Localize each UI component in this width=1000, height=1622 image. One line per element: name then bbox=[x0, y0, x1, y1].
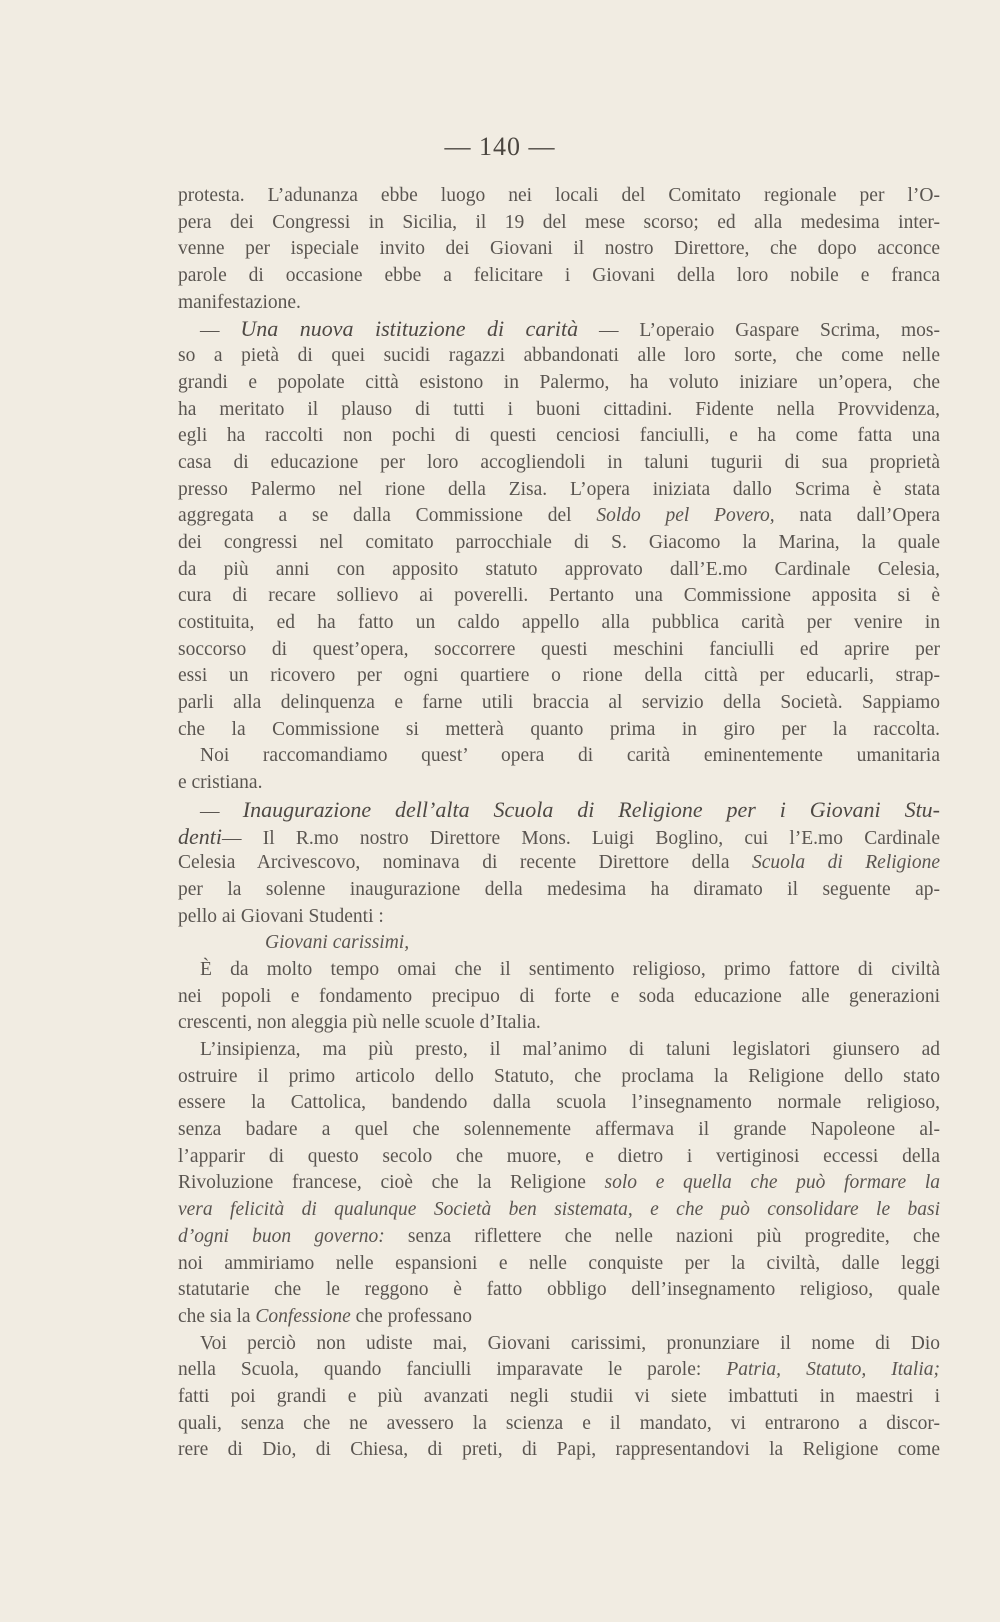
text-line bbox=[178, 663, 940, 690]
text-segment: — Il R.mo nostro Direttore Mons. Luigi Boglino, cui l’E.mo Cardinale bbox=[222, 827, 940, 849]
text-segment: Scuola di Religione bbox=[752, 852, 940, 874]
text-line bbox=[178, 984, 940, 1011]
text-line bbox=[178, 263, 940, 290]
text-line bbox=[178, 877, 940, 904]
text-line bbox=[178, 210, 940, 237]
text-line bbox=[178, 637, 940, 664]
text-segment: ha meritato il plauso di tutti i buoni cittadini. Fidente nella Provvidenza, bbox=[178, 398, 940, 420]
text-line bbox=[178, 743, 940, 770]
page-number: — 140 — bbox=[444, 132, 556, 161]
text-segment: Voi perciò non udiste mai, Giovani carissimi, pronunziare il nome di Dio bbox=[200, 1332, 940, 1354]
text-segment: casa di educazione per loro accogliendoli in taluni tugurii di sua proprietà bbox=[178, 451, 940, 473]
text-line bbox=[178, 1304, 940, 1331]
text-segment: solo e quella che può formare la bbox=[604, 1172, 940, 1194]
text-line bbox=[178, 690, 940, 717]
text-segment: che professano bbox=[350, 1305, 473, 1327]
text-line bbox=[178, 530, 940, 557]
text-column bbox=[178, 183, 940, 1464]
text-line bbox=[178, 1411, 940, 1438]
text-line bbox=[178, 1117, 940, 1144]
text-segment: nella Scuola, quando fanciulli imparavate le parole: bbox=[178, 1359, 727, 1381]
text-segment: e cristiana. bbox=[178, 772, 263, 794]
text-line bbox=[178, 290, 940, 317]
text-segment: — L’operaio Gaspare Scrima, mos- bbox=[578, 320, 940, 342]
text-line bbox=[178, 1064, 940, 1091]
text-segment: denti bbox=[178, 823, 222, 849]
text-line bbox=[178, 316, 940, 343]
text-segment: da più anni con apposito statuto approvato dall’E.mo Cardinale Celesia, bbox=[178, 558, 940, 580]
text-line bbox=[178, 1197, 940, 1224]
text-segment: essi un ricovero per ogni quartiere o rione della città per educarli, strap- bbox=[178, 665, 940, 687]
text-line bbox=[178, 904, 940, 931]
text-line bbox=[178, 930, 940, 957]
text-segment: presso Palermo nel rione della Zisa. L’opera iniziata dallo Scrima è stata bbox=[178, 478, 940, 500]
text-line bbox=[178, 1251, 940, 1278]
text-segment: Soldo pel Povero, bbox=[596, 505, 775, 527]
text-segment: quali, senza che ne avessero la scienza e il mandato, vi entrarono a discor- bbox=[178, 1412, 940, 1434]
text-segment: ostruire il primo articolo dello Statuto, che proclama la Religione dello stato bbox=[178, 1065, 940, 1087]
text-segment: Inaugurazione dell’alta Scuola di Religione per i Giovani Stu- bbox=[242, 796, 940, 822]
text-segment: vera felicità di qualunque Società ben sistemata, e che può consolidare le basi bbox=[178, 1199, 940, 1221]
text-line bbox=[178, 1010, 940, 1037]
text-segment: essere la Cattolica, bandendo dalla scuola l’insegnamento normale religioso, bbox=[178, 1092, 940, 1114]
text-line bbox=[178, 450, 940, 477]
text-segment: senza riflettere che nelle nazioni più progredite, che bbox=[384, 1225, 940, 1247]
text-line bbox=[178, 583, 940, 610]
text-segment: aggregata a se dalla Commissione del bbox=[178, 505, 597, 527]
text-line bbox=[178, 850, 940, 877]
text-line bbox=[178, 824, 940, 851]
text-segment: — bbox=[200, 320, 241, 342]
text-segment: so a pietà di quei sucidi ragazzi abbandonati alle loro sorte, che come nelle bbox=[178, 345, 940, 367]
text-line bbox=[178, 477, 940, 504]
text-line bbox=[178, 343, 940, 370]
text-segment: costituita, ed ha fatto un caldo appello alla pubblica carità per venire in bbox=[178, 612, 940, 633]
text-segment: Giovani carissimi, bbox=[265, 932, 410, 954]
text-line bbox=[178, 610, 940, 637]
text-line bbox=[178, 797, 940, 824]
text-segment: parole di occasione ebbe a felicitare i Giovani della loro nobile e franca bbox=[178, 265, 940, 287]
text-line bbox=[178, 1331, 940, 1358]
text-segment: pello ai Giovani Studenti : bbox=[178, 905, 384, 927]
text-line bbox=[178, 557, 940, 584]
text-line bbox=[178, 397, 940, 424]
text-line bbox=[178, 1277, 940, 1304]
text-line bbox=[178, 957, 940, 984]
text-segment: parli alla delinquenza e farne utili braccia al servizio della Società. Sappiamo bbox=[178, 692, 940, 714]
text-segment: Noi raccomandiamo quest’ opera di carità eminentemente umanitaria bbox=[200, 745, 940, 767]
text-segment: senza badare a quel che solennemente affermava il grande Napoleone al- bbox=[178, 1119, 940, 1141]
text-line bbox=[178, 1224, 940, 1251]
text-line bbox=[178, 717, 940, 744]
text-line bbox=[178, 1090, 940, 1117]
text-segment: nei popoli e fondamento precipuo di forte e soda educazione alle generazioni bbox=[178, 985, 940, 1007]
text-line bbox=[178, 1144, 940, 1171]
text-segment: È da molto tempo omai che il sentimento religioso, primo fattore di civiltà bbox=[200, 958, 940, 980]
text-segment: Rivoluzione francese, cioè che la Religione bbox=[178, 1172, 605, 1194]
text-segment: statutarie che le reggono è fatto obbligo dell’insegnamento religioso, quale bbox=[178, 1279, 940, 1301]
text-segment: fatti poi grandi e più avanzati negli studii vi siete imbattuti in maestri i bbox=[178, 1385, 940, 1407]
text-segment: cura di recare sollievo ai poverelli. Pertanto una Commissione apposita si è bbox=[178, 585, 940, 607]
text-segment: noi ammiriamo nelle espansioni e nelle conquiste per la civiltà, dalle leggi bbox=[178, 1252, 940, 1274]
text-segment: l’apparir di questo secolo che muore, e dietro i vertiginosi eccessi della bbox=[178, 1145, 940, 1167]
text-segment: Celesia Arcivescovo, nominava di recente Direttore della bbox=[178, 852, 752, 874]
text-segment: grandi e popolate città esistono in Palermo, ha voluto iniziare un’opera, che bbox=[178, 371, 940, 393]
text-segment: che la Commissione si metterà quanto prima in giro per la raccolta. bbox=[178, 718, 940, 740]
text-line bbox=[178, 1037, 940, 1064]
text-line bbox=[178, 236, 940, 263]
text-line bbox=[178, 1437, 940, 1464]
text-segment: crescenti, non aleggia più nelle scuole d’Italia. bbox=[178, 1012, 541, 1034]
text-segment: protesta. L’adunanza ebbe luogo nei locali del Comitato regionale per l’O- bbox=[178, 185, 940, 206]
text-line bbox=[178, 1384, 940, 1411]
text-segment: L’insipienza, ma più presto, il mal’animo di taluni legislatori giunsero ad bbox=[200, 1039, 940, 1060]
text-segment: egli ha raccolti non pochi di questi cenciosi fanciulli, e ha come fatta una bbox=[178, 425, 940, 447]
text-segment: venne per ispeciale invito dei Giovani il nostro Direttore, che dopo acconce bbox=[178, 238, 940, 260]
text-segment: manifestazione. bbox=[178, 291, 301, 313]
text-line bbox=[178, 183, 940, 210]
text-line bbox=[178, 423, 940, 450]
text-segment: dei congressi nel comitato parrocchiale di S. Giacomo la Marina, la quale bbox=[178, 531, 940, 553]
text-segment: nata dall’Opera bbox=[774, 505, 940, 527]
text-segment: Patria, Statuto, Italia; bbox=[726, 1359, 940, 1381]
text-line bbox=[178, 1357, 940, 1384]
text-segment: Confessione bbox=[255, 1305, 351, 1327]
text-segment: soccorso di quest’opera, soccorrere questi meschini fanciulli ed aprire per bbox=[178, 638, 940, 660]
text-segment: per la solenne inaugurazione della medesima ha diramato il seguente ap- bbox=[178, 878, 940, 900]
text-line bbox=[178, 503, 940, 530]
text-segment: Una nuova istituzione di carità bbox=[240, 316, 579, 342]
text-segment: pera dei Congressi in Sicilia, il 19 del mese scorso; ed alla medesima inter- bbox=[178, 211, 940, 233]
text-segment: rere di Dio, di Chiesa, di preti, di Papi, rappresentandovi la Religione come bbox=[178, 1439, 940, 1461]
text-line bbox=[178, 370, 940, 397]
text-segment: che sia la bbox=[178, 1305, 256, 1327]
text-line bbox=[178, 1170, 940, 1197]
text-line bbox=[178, 770, 940, 797]
text-segment: — bbox=[200, 800, 243, 822]
text-segment: d’ogni buon governo: bbox=[178, 1225, 385, 1247]
